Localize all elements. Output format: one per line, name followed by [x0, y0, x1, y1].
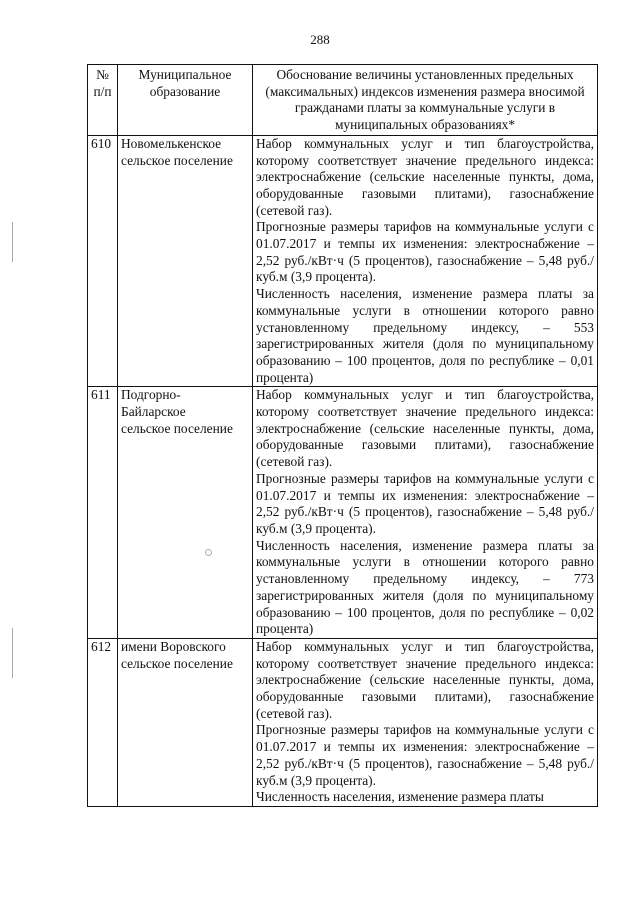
services-paragraph: Набор коммунальных услуг и тип благоустройства, которому соответствует значение предельного индекса: электроснабжение (сельские населенные пункты, дома, оборудованные газовыми плитами), газоснабжение (сетевой газ). — [256, 387, 594, 470]
municipality-name-line: сельское поселение — [121, 152, 233, 168]
municipality-name-line: Новомелькенское — [121, 135, 222, 151]
header-municipality: Муниципальное образование — [118, 65, 253, 136]
margin-mark — [12, 628, 13, 678]
table-row — [88, 638, 598, 806]
municipality-name — [118, 135, 253, 387]
population-paragraph: Численность населения, изменение размера платы — [256, 789, 544, 805]
tariffs-paragraph: Прогнозные размеры тарифов на коммунальные услуги с 01.07.2017 и темпы их изменения: электроснабжение – 2,52 руб./кВт·ч (5 процентов), газоснабжение – 5,48 руб./куб.м (3,9 процента). — [256, 722, 594, 788]
municipality-name-line: сельское поселение — [121, 655, 233, 671]
municipality-name-line: Байларское — [121, 404, 186, 420]
row-number: 610 — [88, 135, 118, 387]
tariffs-paragraph: Прогнозные размеры тарифов на коммунальные услуги с 01.07.2017 и темпы их изменения: электроснабжение – 2,52 руб./кВт·ч (5 процентов), газоснабжение – 5,48 руб./куб.м (3,9 процента). — [256, 219, 594, 285]
services-paragraph: Набор коммунальных услуг и тип благоустройства, которому соответствует значение предельного индекса: электроснабжение (сельские населенные пункты, дома, оборудованные газовыми плитами), газоснабжение (сетевой газ). — [256, 135, 594, 218]
municipality-name-line: имени Воровского — [121, 638, 226, 654]
row-number: 611 — [88, 387, 118, 639]
population-paragraph: Численность населения, изменение размера платы за коммунальные услуги в отношении которого равно установленному предельному индексу, – 773 зарегистрированных жителя (доля по муниципальному образованию – 100 процентов, доля по республике – 0,02 процента) — [256, 537, 594, 637]
margin-mark — [12, 222, 13, 262]
header-justification: Обоснование величины установленных предельных (максимальных) индексов изменения размера вносимой гражданами платы за коммунальные услуги в муниципальных образованиях* — [253, 65, 598, 136]
row-number: 612 — [88, 638, 118, 806]
tariffs-paragraph: Прогнозные размеры тарифов на коммунальные услуги с 01.07.2017 и темпы их изменения: электроснабжение – 2,52 руб./кВт·ч (5 процентов), газоснабжение – 5,48 руб./куб.м (3,9 процента). — [256, 470, 594, 536]
justification-text — [253, 135, 598, 387]
table-row — [88, 387, 598, 639]
header-num: № п/п — [88, 65, 118, 136]
services-paragraph: Набор коммунальных услуг и тип благоустройства, которому соответствует значение предельного индекса: электроснабжение (сельские населенные пункты, дома, оборудованные газовыми плитами), газоснабжение (сетевой газ). — [256, 638, 594, 721]
municipality-name-line: сельское поселение — [121, 420, 233, 436]
justification-text — [253, 387, 598, 639]
table-row — [88, 135, 598, 387]
municipality-name-line: Подгорно- — [121, 387, 181, 403]
municipality-name — [118, 387, 253, 639]
scan-mark — [205, 549, 212, 556]
justification-text — [253, 638, 598, 806]
page-number: 288 — [310, 32, 330, 47]
table-header-row — [88, 65, 598, 136]
tariff-justification-table — [87, 64, 598, 807]
population-paragraph: Численность населения, изменение размера платы за коммунальные услуги в отношении которого равно установленному предельному индексу, – 553 зарегистрированных жителя (доля по муниципальному образованию – 100 процентов, доля по республике – 0,01 процента) — [256, 286, 594, 385]
municipality-name — [118, 638, 253, 806]
